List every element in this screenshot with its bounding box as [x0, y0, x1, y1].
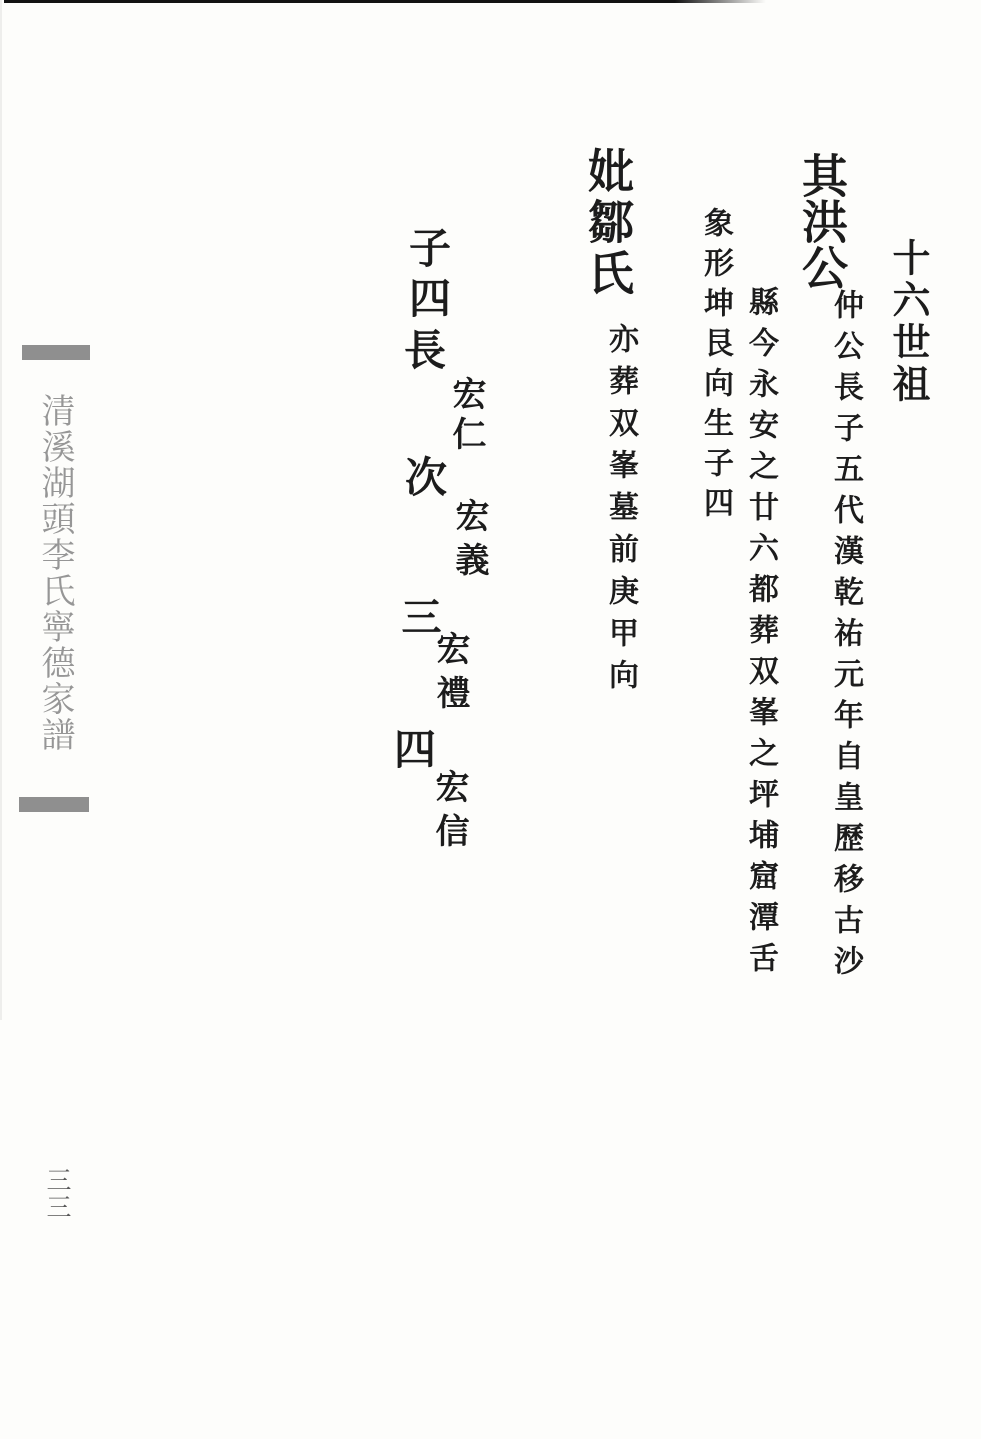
- child-rank-1: 長: [398, 328, 444, 370]
- children-header: 子四: [403, 226, 449, 326]
- scan-edge-artifact-top: [4, 0, 766, 3]
- spine-bar-top: [22, 345, 90, 360]
- child-rank-2: 次: [399, 455, 445, 497]
- consort-name: 妣鄒氏: [582, 147, 633, 300]
- ancestor-biography-col-3: 象形坤艮向生子四: [699, 207, 732, 527]
- child-name-4: 宏信: [430, 769, 467, 857]
- consort-note: 亦葬双峯墓前庚甲向: [604, 323, 637, 701]
- child-rank-4: 四: [388, 727, 434, 769]
- child-name-2: 宏義: [450, 498, 487, 586]
- ancestor-name: 其洪公: [796, 152, 847, 290]
- child-name-1: 宏仁: [447, 376, 484, 456]
- child-name-3: 宏禮: [431, 631, 468, 719]
- scan-edge-artifact-left: [0, 0, 2, 1020]
- child-rank-3: 三: [396, 596, 441, 636]
- spine-title: 清溪湖頭李氏寧德家譜: [36, 393, 73, 753]
- spine-bar-bottom: [19, 797, 89, 812]
- ancestor-biography-col-2: 縣今永安之廿六都葬双峯之坪埔窟潭舌: [744, 286, 777, 983]
- ancestor-biography-col-1: 仲公長子五代漢乾祐元年自皇歷移古沙: [829, 289, 862, 986]
- folio-page-number: 三三: [43, 1167, 70, 1221]
- generation-heading: 十六世祖: [886, 238, 928, 406]
